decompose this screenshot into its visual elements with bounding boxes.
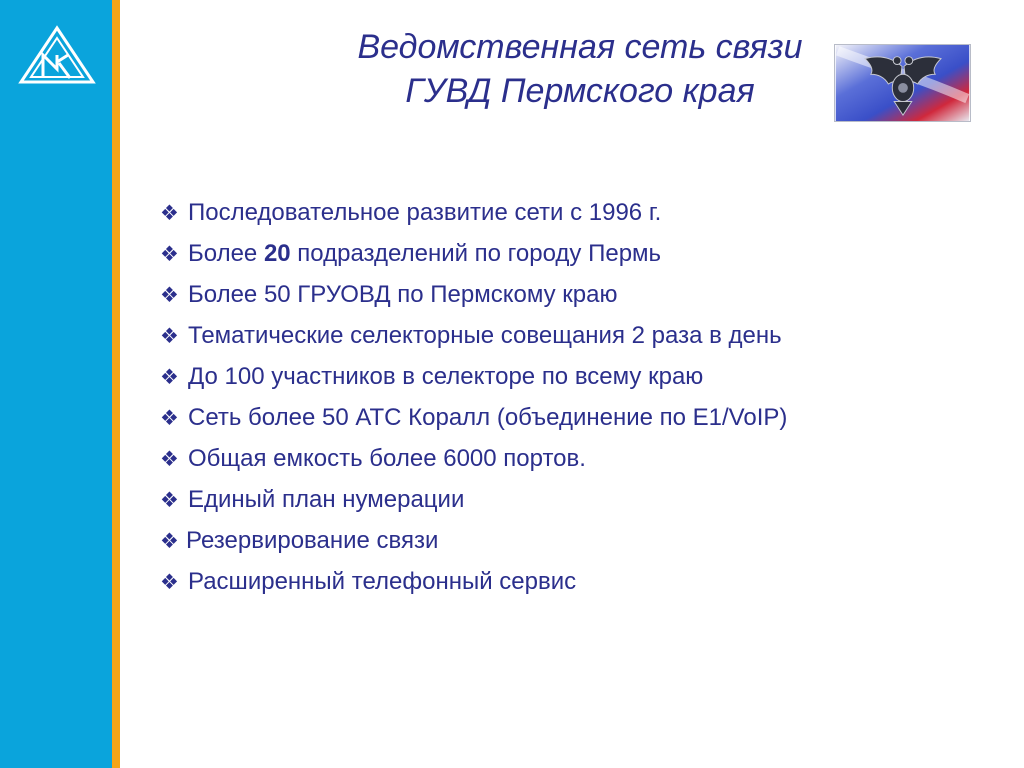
diamond-bullet-icon: ❖ [160, 489, 179, 512]
list-item-text: Более [188, 240, 264, 267]
sidebar-band [0, 0, 112, 768]
diamond-bullet-icon: ❖ [160, 448, 179, 471]
diamond-bullet-icon: ❖ [160, 530, 179, 553]
list-item-text: Общая емкость более 6000 портов. [188, 445, 586, 472]
diamond-bullet-icon: ❖ [160, 407, 179, 430]
bullet-list [160, 192, 787, 602]
list-item [160, 397, 787, 438]
list-item [160, 356, 787, 397]
list-item-text: Последовательное развитие сети с 1996 г. [188, 199, 662, 226]
list-item [160, 274, 787, 315]
diamond-bullet-icon: ❖ [160, 243, 179, 266]
slide-title [290, 25, 870, 113]
diamond-bullet-icon: ❖ [160, 202, 179, 225]
list-item-text: Резервирование связи [186, 527, 439, 554]
list-item-text: Единый план нумерации [188, 486, 465, 513]
list-item [160, 315, 787, 356]
diamond-bullet-icon: ❖ [160, 284, 179, 307]
list-item-text: Расширенный телефонный сервис [188, 568, 577, 595]
list-item-text: Более 50 ГРУОВД по Пермскому краю [188, 281, 618, 308]
list-item-text: До 100 участников в селекторе по всему краю [188, 363, 704, 390]
diamond-bullet-icon: ❖ [160, 571, 179, 594]
slide-title-line-2: ГУВД Пермского края [405, 72, 755, 110]
company-logo-icon [18, 25, 96, 85]
list-item-text: Сеть более 50 АТС Коралл (объединение по Е1/VoIP) [188, 404, 788, 431]
list-item-text: Тематические селекторные совещания 2 раза в день [188, 322, 782, 349]
diamond-bullet-icon: ❖ [160, 325, 179, 348]
list-item [160, 479, 787, 520]
list-item [160, 233, 787, 274]
sidebar-stripe [112, 0, 120, 768]
list-item-highlight: 20 [263, 240, 291, 267]
list-item [160, 520, 787, 561]
diamond-bullet-icon: ❖ [160, 366, 179, 389]
slide-title-line-1: Ведомственная сеть связи [357, 28, 803, 66]
list-item [160, 438, 787, 479]
list-item [160, 192, 787, 233]
list-item-text: подразделений по городу Пермь [290, 240, 662, 267]
eagle-emblem-icon [834, 44, 971, 122]
list-item [160, 561, 787, 602]
